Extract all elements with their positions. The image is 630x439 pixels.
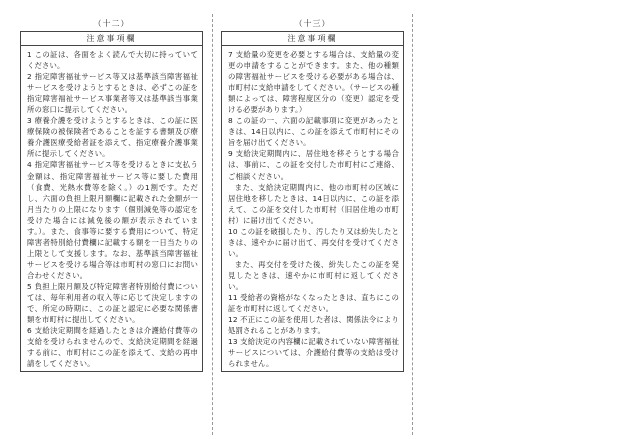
note-item: 8 この証の一、六面の記載事項に変更があったときは、14日以内に、この証を添えて市町村にその旨を届け出てください。 [228, 116, 399, 148]
note-item: 1 この証は、各面をよく読んで大切に持っていてください。 [27, 50, 198, 71]
note-item: 7 支給量の変更を必要とする場合は、支給量の変更の申請をすることができます。また、他の種類の障害福祉サービスを受ける必要がある場合は、市町村に支給申請をしてください。（サービスの種類によっては、障害程度区分の（変更）認定を受ける必要があります。） [228, 50, 399, 115]
notes-box [20, 31, 203, 372]
note-item: 5 負担上限月額及び特定障害者特別給付費については、毎年利用者の収入等に応じて決定しますので、所定の時期に、この証と認定に必要な関係書類を市町村に提出してください。 [27, 281, 198, 325]
fold-line-right [412, 14, 413, 435]
note-item: 2 指定障害福祉サービス等又は基準該当障害福祉サービスを受けようとするときは、必ずこの証を指定障害福祉サービス事業者等又は基準該当事業所の窓口に提示してください。 [27, 72, 198, 115]
notes-heading: 注意事項欄 [21, 32, 202, 46]
panel-thirteen [221, 19, 404, 372]
note-item: 4 指定障害福祉サービス等を受けるときに支払う金額は、指定障害福祉サービス等に要した費用（食費、光熱水費等を除く。）の1割です。ただし、六面の負担上限月額欄に記載された金額が一月当たりの上限になります（個別減免等の認定を受けた場合には減免後の額が表示されています。）。また、食事等に要する費用について、特定障害者特別給付費欄に記載する額を一日当たりの上限として支援します。なお、基準該当障害福祉サービスを受ける場合等は市町村の窓口にお問い合わせください。 [27, 160, 198, 280]
fold-line-left [212, 14, 213, 435]
note-item-continuation: また、再交付を受けた後、紛失したこの証を発見したときは、速やかに市町村に返してください。 [228, 259, 399, 291]
note-item: 11 受給者の資格がなくなったときは、直ちにこの証を市町村に返してください。 [228, 293, 399, 314]
panel-number: （十三） [294, 19, 331, 28]
notes-list [222, 46, 403, 371]
notes-list [21, 46, 202, 371]
note-item: 6 支給決定期間を経過したときは介護給付費等の支給を受けられませんので、支給決定期間を経過する前に、市町村にこの証を添えて、支給の再申請をしてください。 [27, 326, 198, 369]
note-item: 3 療養介護を受けようとするときは、この証に医療保険の被保険者であることを証する書類及び療養介護医療受給者証を添えて、指定療養介護事業所に提示してください。 [27, 116, 198, 159]
notes-heading: 注意事項欄 [222, 32, 403, 46]
note-item-continuation: また、支給決定期間内に、他の市町村の区域に居住地を移したときは、14日以内に、この証を添えて、この証を交付した市町村（旧居住地の市町村）に届け出てください。 [228, 182, 399, 225]
panel-number: （十二） [93, 19, 130, 28]
note-item: 13 支給決定の内容欄に記載されていない障害福祉サービスについては、介護給付費等の支給は受けられません。 [228, 337, 399, 369]
notes-box [221, 31, 404, 372]
note-item: 9 支給決定期間内に、居住地を移そうとする場合は、事前に、この証を交付した市町村にご連絡、ご相談ください。 [228, 149, 399, 181]
note-item: 10 この証を破損したり、汚したり又は紛失したときは、速やかに届け出て、再交付を受けてください。 [228, 226, 399, 258]
note-item: 12 不正にこの証を使用した者は、関係法令により処罰されることがあります。 [228, 315, 399, 336]
panel-twelve [20, 19, 203, 372]
